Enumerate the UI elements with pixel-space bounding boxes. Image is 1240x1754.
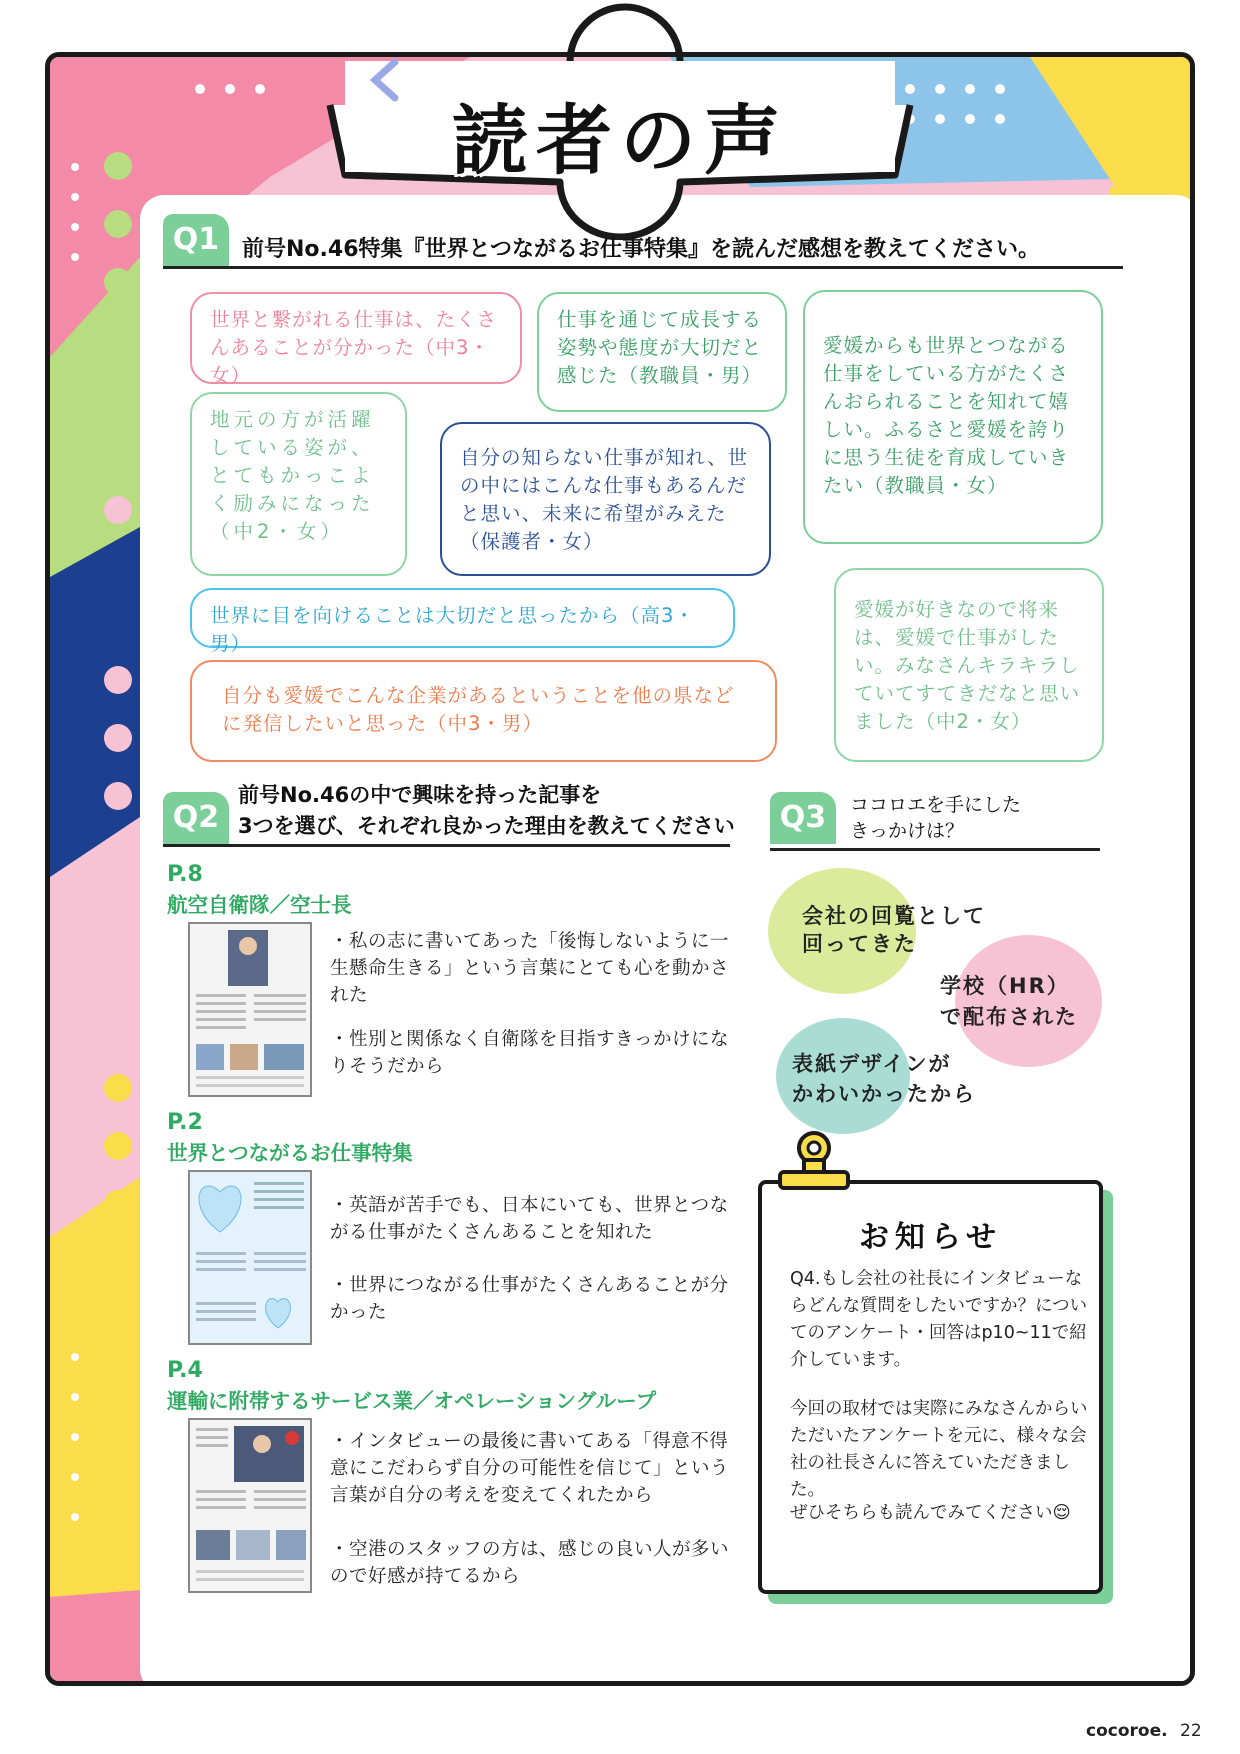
binder-clip-icon [776,1128,866,1196]
q2-tab: Q2 [163,792,229,844]
notice-title: お知らせ [858,1220,1003,1255]
article-3-thumbnail [188,1418,312,1593]
notice-paragraph-3: ぜひそちらも読んでみてください😌 [790,1503,1071,1523]
article-3-title: 運輸に附帯するサービス業／オペレーショングループ [167,1389,657,1413]
q3-answer-2-line2: で配布された [940,1005,1078,1029]
binder-holes [100,150,140,1450]
q3-answer-1-line2: 回ってきた [802,932,917,956]
q2-question-line2: 3つを選び、それぞれ良かった理由を教えてください [238,814,735,838]
article-3-page: P.4 [167,1358,203,1383]
q1-underline [163,266,1123,269]
q1-answer-2: 仕事を通じて成長する姿勢や態度が大切だと感じた（教職員・男） [537,292,787,412]
article-1-thumbnail [188,922,312,1097]
article-1-reason-2: ・性別と関係なく自衛隊を目指すきっかけになりそうだから [330,1029,730,1077]
q3-answer-bubble-2 [955,935,1102,1067]
article-2-reason-2: ・世界につながる仕事がたくさんあることが分かった [330,1275,729,1323]
page-number: 22 [1180,1721,1202,1741]
q1-question: 前号No.46特集『世界とつながるお仕事特集』を読んだ感想を教えてください。 [242,237,1041,262]
q1-answer-3: 愛媛からも世界とつながる仕事をしている方がたくさんおられることを知れて嬉しい。ふるさと愛媛を誇りに思う生徒を育成していきたい（教職員・女） [803,290,1103,544]
page-title: 読者の声 [452,96,788,185]
article-2-page: P.2 [167,1110,203,1135]
q2-question-line1: 前号No.46の中で興味を持った記事を [238,783,602,807]
notice-paragraph-1: Q4.もし会社の社長にインタビューならどんな質問をしたいですか？についてのアンケート・回答はp10~11で紹介しています。 [790,1269,1088,1370]
q1-answer-7: 愛媛が好きなので将来は、愛媛で仕事がしたい。みなさんキラキラしていてすてきだなと思いました（中2・女） [834,568,1104,762]
q3-answer-1-line1: 会社の回覧として [802,904,986,928]
article-1-page: P.8 [167,862,203,887]
q1-answer-1: 世界と繋がれる仕事は、たくさんあることが分かった（中3・女） [190,292,522,384]
q3-tab: Q3 [770,792,836,844]
q1-answer-6: 世界に目を向けることは大切だと思ったから（高3・男） [190,588,735,648]
q1-answer-5: 自分の知らない仕事が知れ、世の中にはこんな仕事もあるんだと思い、未来に希望がみえた（保護者・女） [440,422,771,576]
article-2-title: 世界とつながるお仕事特集 [167,1141,413,1165]
q3-underline [770,848,1100,851]
article-3-reason-1: ・インタビューの最後に書いてある「得意不得意にこだわらず自分の可能性を信じて」という言葉が自分の考えを変えてくれたから [330,1431,730,1506]
article-1-reason-1: ・私の志に書いてあった「後悔しないように一生懸命生きる」という言葉にとても心を動かされた [330,931,730,1006]
q3-question-line2: きっかけは？ [850,820,965,842]
q3-answer-2-line1: 学校（HR） [940,974,1070,998]
q3-answer-3-line1: 表紙デザインが [792,1052,952,1076]
notice-card [758,1180,1103,1594]
q3-answer-3-line2: かわいかったから [792,1082,976,1106]
q1-answer-8: 自分も愛媛でこんな企業があるということを他の県などに発信したいと思った（中3・男） [190,660,777,762]
q1-answer-4: 地元の方が活躍している姿が、とてもかっこよく励みになった（中2・女） [190,392,407,576]
article-1-title: 航空自衛隊／空士長 [167,893,352,917]
brand-logo: cocoroe. [1086,1721,1168,1741]
q3-question-line1: ココロエを手にした [850,794,1022,816]
q2-underline [163,844,730,847]
article-3-reason-2: ・空港のスタッフの方は、感じの良い人が多いので好感が持てるから [330,1539,730,1587]
article-2-thumbnail [188,1170,312,1345]
q1-tab: Q1 [163,214,229,266]
notice-paragraph-2: 今回の取材では実際にみなさんからいただいたアンケートを元に、様々な会社の社長さんに答えていただきました。 [790,1399,1088,1500]
article-2-reason-1: ・英語が苦手でも、日本にいても、世界とつながる仕事がたくさんあることを知れた [330,1195,729,1243]
